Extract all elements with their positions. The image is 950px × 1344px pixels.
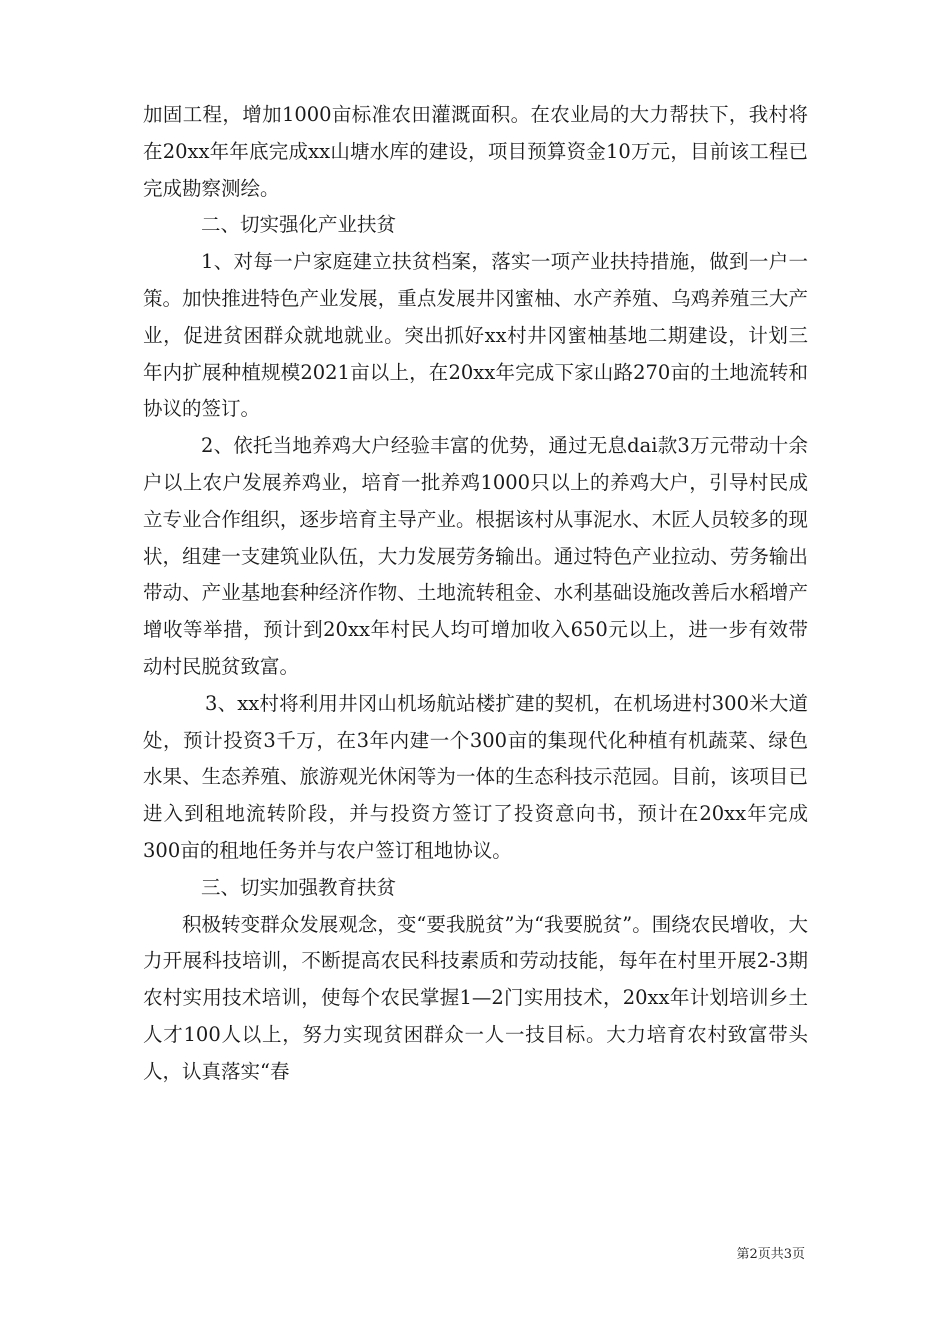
section-heading-industry: 二、切实强化产业扶贫 <box>201 213 397 237</box>
document-body <box>143 97 808 1091</box>
paragraph-continuation: 加固工程，增加1000亩标准农田灌溉面积。在农业局的大力帮扶下，我村将在20xx年年底完成xx山塘水库的建设，项目预算资金10万元，目前该工程已完成勘察测绘。 <box>143 103 808 200</box>
paragraph-item-1: 1、对每一户家庭建立扶贫档案，落实一项产业扶持措施，做到一户一策。加快推进特色产业发展，重点发展井冈蜜柚、水产养殖、乌鸡养殖三大产业，促进贫困群众就地就业。突出抓好xx村井冈蜜柚基地二期建设，计划三年内扩展种植规模2021亩以上，在20xx年完成下家山路270亩的土地流转和协议的签订。 <box>143 250 808 421</box>
section-heading-education: 三、切实加强教育扶贫 <box>201 875 397 899</box>
page-number: 第2页共3页 <box>736 1247 805 1262</box>
paragraph-item-2: 2、依托当地养鸡大户经验丰富的优势，通过无息dai款3万元带动十余户以上农户发展养鸡业，培育一批养鸡1000只以上的养鸡大户，引导村民成立专业合作组织，逐步培育主导产业。根据该村从事泥水、木匠人员较多的现状，组建一支建筑业队伍，大力发展劳务输出。通过特色产业拉动、劳务输出带动、产业基地套种经济作物、土地流转租金、水利基础设施改善后水稻增产增收等举措，预计到20xx年村民人均可增加收入650元以上，进一步有效带动村民脱贫致富。 <box>143 434 808 678</box>
paragraph-education: 积极转变群众发展观念，变“要我脱贫”为“我要脱贫”。围绕农民增收，大力开展科技培训，不断提高农民科技素质和劳动技能，每年在村里开展2-3期农村实用技术培训，使每个农民掌握1—2门实用技术，20xx年计划培训乡土人才100人以上，努力实现贫困群众一人一技目标。大力培育农村致富带头人，认真落实“春 <box>143 912 808 1083</box>
paragraph-item-3: 3、xx村将利用井冈山机场航站楼扩建的契机，在机场进村300米大道处，预计投资3千万，在3年内建一个300亩的集现代化种植有机蔬菜、绿色水果、生态养殖、旅游观光休闲等为一体的生态科技示范园。目前，该项目已进入到租地流转阶段，并与投资方签订了投资意向书，预计在20xx年完成300亩的租地任务并与农户签订租地协议。 <box>143 691 808 862</box>
